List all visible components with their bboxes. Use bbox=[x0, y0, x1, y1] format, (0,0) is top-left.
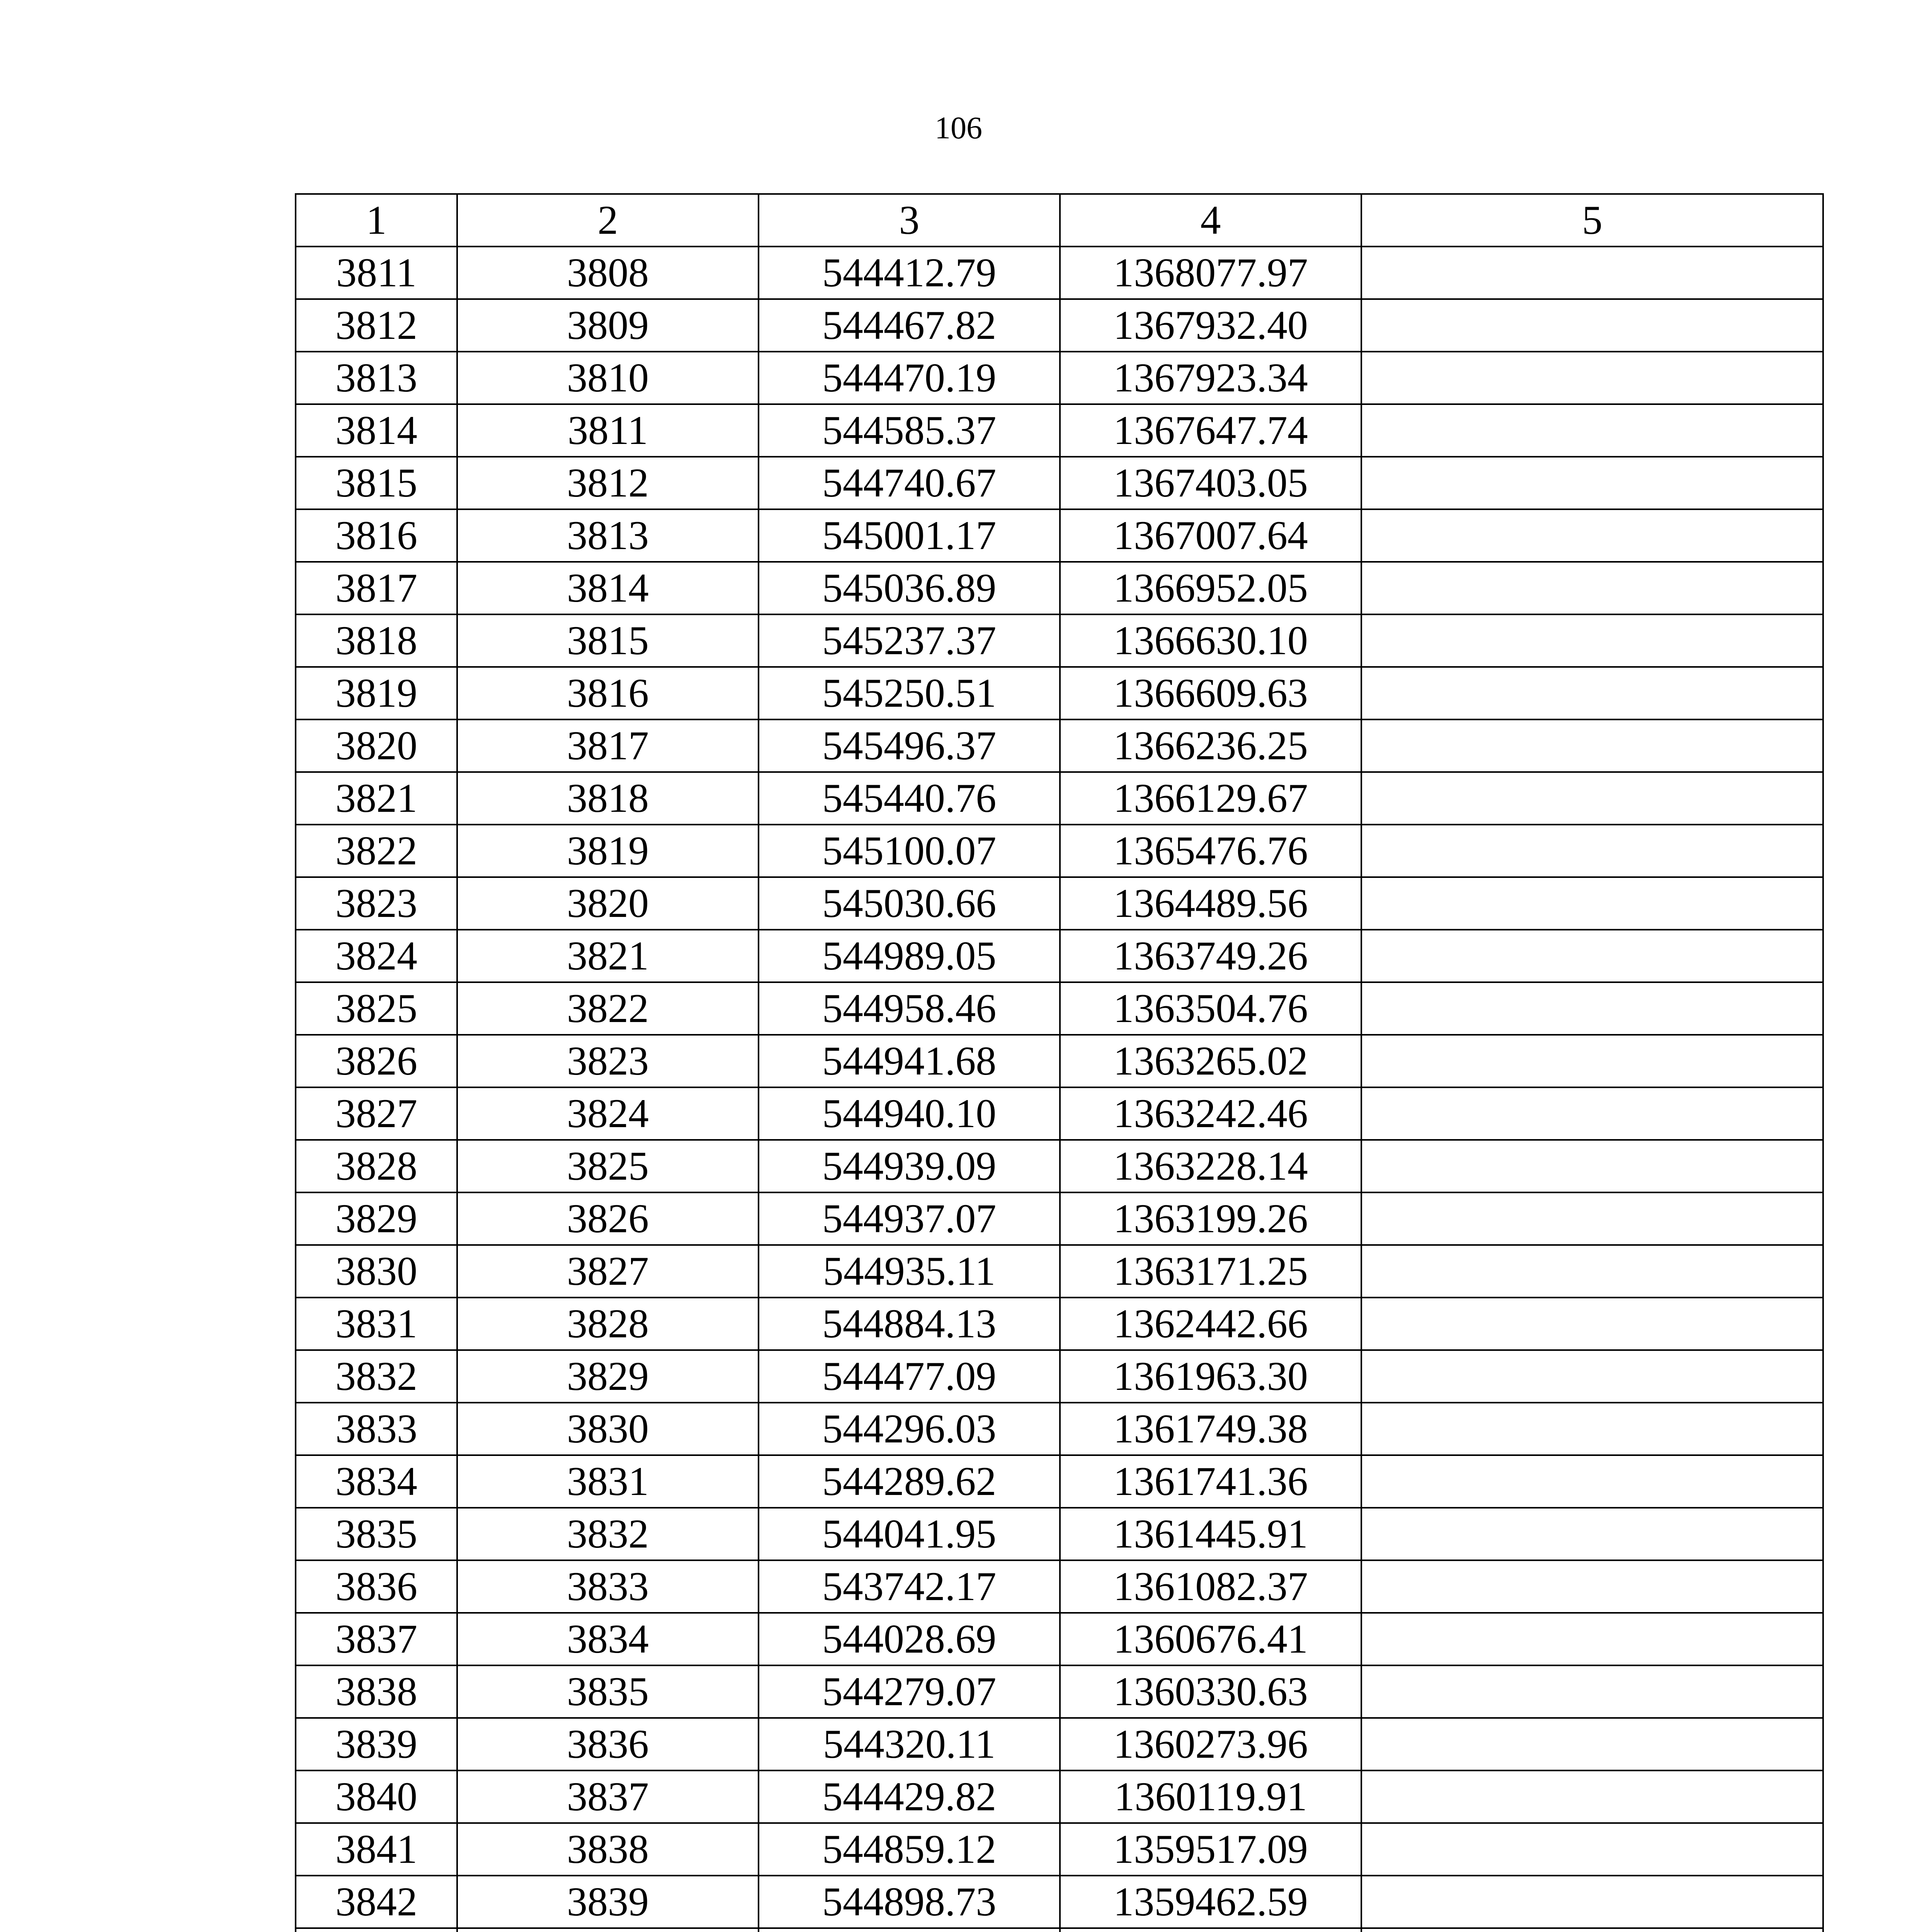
table-cell-col-2: 3811 bbox=[457, 404, 759, 457]
table-cell-col-4: 1366952.05 bbox=[1060, 562, 1361, 614]
table-row bbox=[296, 1455, 1823, 1508]
table-cell-col-5 bbox=[1361, 457, 1823, 509]
table-cell-col-1: 3832 bbox=[296, 1350, 457, 1403]
table-cell-col-3: 545001.17 bbox=[759, 509, 1060, 562]
table-cell-col-5 bbox=[1361, 614, 1823, 667]
table-row bbox=[296, 1403, 1823, 1455]
table-cell-col-4: 1363228.14 bbox=[1060, 1140, 1361, 1192]
table-cell-col-4: 1366630.10 bbox=[1060, 614, 1361, 667]
table-row bbox=[296, 457, 1823, 509]
table-cell-col-5 bbox=[1361, 1508, 1823, 1560]
table-cell-col-3: 545036.89 bbox=[759, 562, 1060, 614]
table-cell-col-1: 3834 bbox=[296, 1455, 457, 1508]
table-cell-col-4: 1367007.64 bbox=[1060, 509, 1361, 562]
table-cell-col-5 bbox=[1361, 1770, 1823, 1823]
table-cell-col-3: 544884.13 bbox=[759, 1298, 1060, 1350]
table-cell-col-4: 1361082.37 bbox=[1060, 1560, 1361, 1613]
table-cell-col-3: 544412.79 bbox=[759, 247, 1060, 299]
table-cell-col-3: 544028.69 bbox=[759, 1613, 1060, 1665]
table-row bbox=[296, 1928, 1823, 1932]
column-header-2: 2 bbox=[457, 194, 759, 247]
table-row bbox=[296, 562, 1823, 614]
table-cell-col-5 bbox=[1361, 1718, 1823, 1770]
table-row bbox=[296, 299, 1823, 352]
table-cell-col-3: 544429.82 bbox=[759, 1770, 1060, 1823]
table-cell-col-1: 3833 bbox=[296, 1403, 457, 1455]
table-cell-col-4: 1363265.02 bbox=[1060, 1035, 1361, 1087]
table-cell-col-2: 3837 bbox=[457, 1770, 759, 1823]
table-cell-col-4: 1361741.36 bbox=[1060, 1455, 1361, 1508]
table-cell-col-3: 544740.67 bbox=[759, 457, 1060, 509]
table-cell-col-4: 1360273.96 bbox=[1060, 1718, 1361, 1770]
table-cell-col-3: 544898.73 bbox=[759, 1876, 1060, 1928]
table-cell-col-2: 3833 bbox=[457, 1560, 759, 1613]
table-cell-col-3: 544467.82 bbox=[759, 299, 1060, 352]
column-header-4: 4 bbox=[1060, 194, 1361, 247]
table-cell-col-3: 544939.09 bbox=[759, 1140, 1060, 1192]
table-row bbox=[296, 1192, 1823, 1245]
table-cell-col-2: 3814 bbox=[457, 562, 759, 614]
table-cell-col-4: 1363199.26 bbox=[1060, 1192, 1361, 1245]
coordinates-table bbox=[295, 193, 1824, 1932]
table-row bbox=[296, 1823, 1823, 1876]
table-row bbox=[296, 1035, 1823, 1087]
table-cell-col-5 bbox=[1361, 982, 1823, 1035]
table-cell-col-2: 3834 bbox=[457, 1613, 759, 1665]
table-cell-col-5 bbox=[1361, 1823, 1823, 1876]
table-cell-col-2: 3829 bbox=[457, 1350, 759, 1403]
table-cell-col-4: 1367403.05 bbox=[1060, 457, 1361, 509]
table-header-row bbox=[296, 194, 1823, 247]
table-row bbox=[296, 1613, 1823, 1665]
table-cell-col-5 bbox=[1361, 352, 1823, 404]
table-cell-col-4: 1363242.46 bbox=[1060, 1087, 1361, 1140]
table-cell-col-1: 3813 bbox=[296, 352, 457, 404]
table-cell-col-5 bbox=[1361, 877, 1823, 930]
table-cell-col-2: 3812 bbox=[457, 457, 759, 509]
table-cell-col-5 bbox=[1361, 1560, 1823, 1613]
table-cell-col-4: 1367932.40 bbox=[1060, 299, 1361, 352]
table-cell-col-4: 1361749.38 bbox=[1060, 1403, 1361, 1455]
table-cell-col-2: 3809 bbox=[457, 299, 759, 352]
table-cell-col-5 bbox=[1361, 1455, 1823, 1508]
table-cell-col-5 bbox=[1361, 1245, 1823, 1298]
table-cell-col-5 bbox=[1361, 1876, 1823, 1928]
table-cell-col-4: 1361445.91 bbox=[1060, 1508, 1361, 1560]
table-cell-col-3: 545250.51 bbox=[759, 667, 1060, 719]
table-cell-col-3: 544937.07 bbox=[759, 1192, 1060, 1245]
table-row bbox=[296, 1665, 1823, 1718]
table-cell-col-3: 544296.03 bbox=[759, 1403, 1060, 1455]
table-cell-col-3: 544279.07 bbox=[759, 1665, 1060, 1718]
table-cell-col-3: 544935.11 bbox=[759, 1245, 1060, 1298]
table-cell-col-5 bbox=[1361, 299, 1823, 352]
table-body bbox=[296, 194, 1823, 1932]
table-row bbox=[296, 404, 1823, 457]
table-cell-col-1: 3826 bbox=[296, 1035, 457, 1087]
table-cell-col-2: 3830 bbox=[457, 1403, 759, 1455]
table-cell-col-3: 544989.05 bbox=[759, 930, 1060, 982]
table-row bbox=[296, 719, 1823, 772]
table-cell-col-2: 3822 bbox=[457, 982, 759, 1035]
table-cell-col-3: 544041.95 bbox=[759, 1508, 1060, 1560]
table-cell-col-1: 3819 bbox=[296, 667, 457, 719]
table-cell-col-3: 543742.17 bbox=[759, 1560, 1060, 1613]
table-cell-col-5 bbox=[1361, 1192, 1823, 1245]
table-row bbox=[296, 614, 1823, 667]
table-cell-col-4: 1360330.63 bbox=[1060, 1665, 1361, 1718]
table-cell-col-4: 1367923.34 bbox=[1060, 352, 1361, 404]
table-cell-col-1: 3837 bbox=[296, 1613, 457, 1665]
table-cell-col-1: 3821 bbox=[296, 772, 457, 825]
table-cell-col-3: 545440.76 bbox=[759, 772, 1060, 825]
table-cell-col-4: 1363504.76 bbox=[1060, 982, 1361, 1035]
table-cell-col-4: 1359517.09 bbox=[1060, 1823, 1361, 1876]
table-cell-col-3: 544289.62 bbox=[759, 1455, 1060, 1508]
table-cell-col-5 bbox=[1361, 562, 1823, 614]
table-cell-col-3: 545030.66 bbox=[759, 877, 1060, 930]
table-row bbox=[296, 352, 1823, 404]
table-cell-col-5 bbox=[1361, 1140, 1823, 1192]
table-row bbox=[296, 1560, 1823, 1613]
table-cell-col-5 bbox=[1361, 719, 1823, 772]
table-cell-col-4 bbox=[1060, 1928, 1361, 1932]
table-row bbox=[296, 247, 1823, 299]
table-cell-col-1: 3820 bbox=[296, 719, 457, 772]
table-cell-col-1: 3835 bbox=[296, 1508, 457, 1560]
table-row bbox=[296, 772, 1823, 825]
table-cell-col-4: 1361963.30 bbox=[1060, 1350, 1361, 1403]
table-cell-col-5 bbox=[1361, 1298, 1823, 1350]
table-row bbox=[296, 1245, 1823, 1298]
table-cell-col-4: 1364489.56 bbox=[1060, 877, 1361, 930]
table-row bbox=[296, 1140, 1823, 1192]
table-cell-col-5 bbox=[1361, 1403, 1823, 1455]
table-row bbox=[296, 825, 1823, 877]
table-cell-col-1 bbox=[296, 1928, 457, 1932]
table-cell-col-1: 3822 bbox=[296, 825, 457, 877]
table-cell-col-1: 3842 bbox=[296, 1876, 457, 1928]
table-cell-col-4: 1366236.25 bbox=[1060, 719, 1361, 772]
table-cell-col-2: 3813 bbox=[457, 509, 759, 562]
table-cell-col-3: 544941.68 bbox=[759, 1035, 1060, 1087]
table-cell-col-3 bbox=[759, 1928, 1060, 1932]
table-cell-col-4: 1367647.74 bbox=[1060, 404, 1361, 457]
table-cell-col-1: 3838 bbox=[296, 1665, 457, 1718]
table-cell-col-5 bbox=[1361, 772, 1823, 825]
table-row bbox=[296, 1087, 1823, 1140]
table-row bbox=[296, 509, 1823, 562]
table-cell-col-5 bbox=[1361, 247, 1823, 299]
table-cell-col-2: 3828 bbox=[457, 1298, 759, 1350]
table-cell-col-1: 3814 bbox=[296, 404, 457, 457]
table-cell-col-5 bbox=[1361, 509, 1823, 562]
table-cell-col-3: 544940.10 bbox=[759, 1087, 1060, 1140]
table-cell-col-3: 544859.12 bbox=[759, 1823, 1060, 1876]
table-cell-col-1: 3817 bbox=[296, 562, 457, 614]
table-cell-col-1: 3823 bbox=[296, 877, 457, 930]
table-cell-col-3: 544585.37 bbox=[759, 404, 1060, 457]
column-header-5: 5 bbox=[1361, 194, 1823, 247]
table-cell-col-1: 3825 bbox=[296, 982, 457, 1035]
table-cell-col-1: 3841 bbox=[296, 1823, 457, 1876]
table-cell-col-2: 3836 bbox=[457, 1718, 759, 1770]
table-cell-col-5 bbox=[1361, 1613, 1823, 1665]
table-cell-col-5 bbox=[1361, 404, 1823, 457]
table-cell-col-4: 1366609.63 bbox=[1060, 667, 1361, 719]
column-header-1: 1 bbox=[296, 194, 457, 247]
table-row bbox=[296, 1770, 1823, 1823]
table-cell-col-1: 3829 bbox=[296, 1192, 457, 1245]
table-cell-col-5 bbox=[1361, 667, 1823, 719]
table-cell-col-5 bbox=[1361, 1928, 1823, 1932]
table-row bbox=[296, 982, 1823, 1035]
table-cell-col-1: 3831 bbox=[296, 1298, 457, 1350]
table-cell-col-2: 3815 bbox=[457, 614, 759, 667]
table-cell-col-2: 3810 bbox=[457, 352, 759, 404]
table-row bbox=[296, 1718, 1823, 1770]
table-cell-col-3: 544320.11 bbox=[759, 1718, 1060, 1770]
table-row bbox=[296, 1876, 1823, 1928]
table-row bbox=[296, 930, 1823, 982]
table-cell-col-3: 545496.37 bbox=[759, 719, 1060, 772]
table-cell-col-1: 3824 bbox=[296, 930, 457, 982]
table-row bbox=[296, 877, 1823, 930]
table-cell-col-2: 3839 bbox=[457, 1876, 759, 1928]
table-cell-col-3: 544958.46 bbox=[759, 982, 1060, 1035]
table-cell-col-4: 1362442.66 bbox=[1060, 1298, 1361, 1350]
table-row bbox=[296, 1298, 1823, 1350]
table-cell-col-1: 3812 bbox=[296, 299, 457, 352]
table-row bbox=[296, 1350, 1823, 1403]
table-cell-col-1: 3839 bbox=[296, 1718, 457, 1770]
table-cell-col-2: 3820 bbox=[457, 877, 759, 930]
table-cell-col-4: 1363171.25 bbox=[1060, 1245, 1361, 1298]
table-cell-col-2: 3831 bbox=[457, 1455, 759, 1508]
table-cell-col-2: 3835 bbox=[457, 1665, 759, 1718]
table-cell-col-2: 3832 bbox=[457, 1508, 759, 1560]
table-cell-col-2: 3819 bbox=[457, 825, 759, 877]
table-cell-col-2: 3823 bbox=[457, 1035, 759, 1087]
table-cell-col-1: 3815 bbox=[296, 457, 457, 509]
page-number: 106 bbox=[935, 110, 982, 145]
table-cell-col-2: 3821 bbox=[457, 930, 759, 982]
table-row bbox=[296, 1508, 1823, 1560]
table-cell-col-1: 3818 bbox=[296, 614, 457, 667]
table-cell-col-4: 1360119.91 bbox=[1060, 1770, 1361, 1823]
table-cell-col-1: 3816 bbox=[296, 509, 457, 562]
table-cell-col-1: 3811 bbox=[296, 247, 457, 299]
table-cell-col-3: 544477.09 bbox=[759, 1350, 1060, 1403]
table-row bbox=[296, 667, 1823, 719]
table-cell-col-4: 1365476.76 bbox=[1060, 825, 1361, 877]
table-cell-col-5 bbox=[1361, 1035, 1823, 1087]
table-cell-col-5 bbox=[1361, 1087, 1823, 1140]
table-cell-col-1: 3840 bbox=[296, 1770, 457, 1823]
table-cell-col-5 bbox=[1361, 930, 1823, 982]
table-cell-col-2: 3826 bbox=[457, 1192, 759, 1245]
table-cell-col-2: 3808 bbox=[457, 247, 759, 299]
table-cell-col-3: 545237.37 bbox=[759, 614, 1060, 667]
table-cell-col-3: 544470.19 bbox=[759, 352, 1060, 404]
table-cell-col-2: 3818 bbox=[457, 772, 759, 825]
table-cell-col-2: 3838 bbox=[457, 1823, 759, 1876]
table-cell-col-2: 3817 bbox=[457, 719, 759, 772]
table-cell-col-5 bbox=[1361, 1350, 1823, 1403]
table-cell-col-4: 1360676.41 bbox=[1060, 1613, 1361, 1665]
table-cell-col-2: 3824 bbox=[457, 1087, 759, 1140]
table-cell-col-4: 1366129.67 bbox=[1060, 772, 1361, 825]
table-cell-col-5 bbox=[1361, 825, 1823, 877]
table-cell-col-4: 1359462.59 bbox=[1060, 1876, 1361, 1928]
table-cell-col-1: 3827 bbox=[296, 1087, 457, 1140]
table-cell-col-2 bbox=[457, 1928, 759, 1932]
table-cell-col-1: 3830 bbox=[296, 1245, 457, 1298]
table-cell-col-3: 545100.07 bbox=[759, 825, 1060, 877]
column-header-3: 3 bbox=[759, 194, 1060, 247]
table-cell-col-1: 3828 bbox=[296, 1140, 457, 1192]
table-cell-col-5 bbox=[1361, 1665, 1823, 1718]
table-cell-col-4: 1363749.26 bbox=[1060, 930, 1361, 982]
table-cell-col-2: 3816 bbox=[457, 667, 759, 719]
table-cell-col-4: 1368077.97 bbox=[1060, 247, 1361, 299]
table-cell-col-2: 3827 bbox=[457, 1245, 759, 1298]
table-cell-col-2: 3825 bbox=[457, 1140, 759, 1192]
table-cell-col-1: 3836 bbox=[296, 1560, 457, 1613]
